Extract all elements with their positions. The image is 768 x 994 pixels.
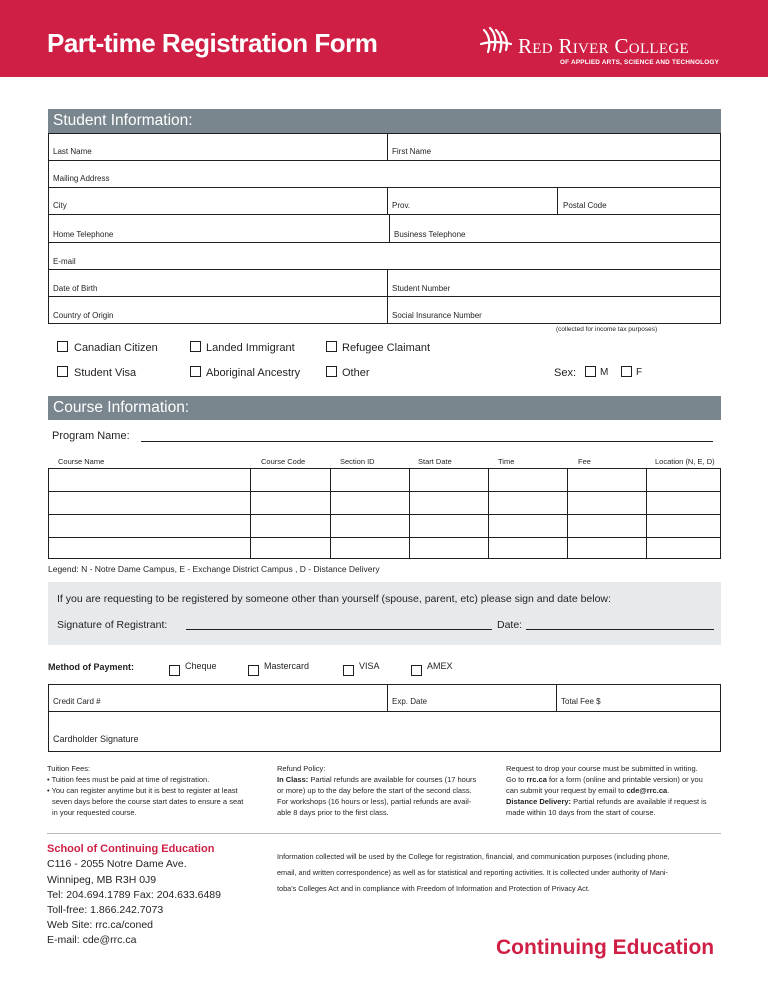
payment-method-label: Method of Payment: bbox=[48, 662, 135, 672]
prov-field[interactable]: Prov. bbox=[392, 201, 411, 210]
tuition-bullet-2: • You can register anytime but it is best to register at least bbox=[47, 786, 238, 795]
sex-f-checkbox[interactable] bbox=[621, 366, 632, 377]
drop-line-4: Partial refunds are available if request is bbox=[571, 797, 707, 806]
mailing-address-field[interactable]: Mailing Address bbox=[53, 174, 110, 183]
sex-m-checkbox[interactable] bbox=[585, 366, 596, 377]
credit-card-field[interactable]: Credit Card # bbox=[53, 697, 101, 706]
total-fee-field[interactable]: Total Fee $ bbox=[561, 697, 601, 706]
registrant-date-input[interactable] bbox=[526, 629, 714, 630]
footer-divider bbox=[47, 833, 721, 834]
distance-delivery-label: Distance Delivery: bbox=[506, 797, 572, 806]
sex-m-label: M bbox=[600, 367, 609, 378]
privacy-notice bbox=[277, 849, 670, 897]
tuition-bullet-1: • Tuition fees must be paid at time of registration. bbox=[47, 775, 210, 784]
canadian-citizen-label: Canadian Citizen bbox=[74, 342, 158, 354]
other-checkbox[interactable] bbox=[326, 366, 337, 377]
landed-immigrant-checkbox[interactable] bbox=[190, 341, 201, 352]
refund-policy-block bbox=[277, 763, 497, 818]
visa-label: VISA bbox=[359, 661, 380, 671]
tuition-bullet-2-end: in your requested course. bbox=[52, 808, 137, 817]
email-line: E-mail: cde@rrc.ca bbox=[47, 934, 137, 946]
phone-line: Tel: 204.694.1789 Fax: 204.633.6489 bbox=[47, 889, 221, 901]
canadian-citizen-checkbox[interactable] bbox=[57, 341, 68, 352]
col-fee: Fee bbox=[578, 457, 591, 466]
aboriginal-ancestry-checkbox[interactable] bbox=[190, 366, 201, 377]
amex-label: AMEX bbox=[427, 661, 453, 671]
email-field[interactable]: E-mail bbox=[53, 257, 76, 266]
refugee-claimant-label: Refugee Claimant bbox=[342, 342, 431, 354]
last-name-field[interactable]: Last Name bbox=[53, 147, 92, 156]
address-line-2: Winnipeg, MB R3H 0J9 bbox=[47, 874, 157, 886]
city-field[interactable]: City bbox=[53, 201, 67, 210]
registrant-signature-label: Signature of Registrant: bbox=[57, 619, 168, 631]
sex-f-label: F bbox=[636, 367, 643, 378]
col-course-name: Course Name bbox=[58, 457, 105, 466]
home-phone-field[interactable]: Home Telephone bbox=[53, 230, 114, 239]
refund-line-2: or more) up to the day before the start of the second class. bbox=[277, 786, 472, 795]
drop-line-3a: can submit your request by email to bbox=[506, 786, 627, 795]
landed-immigrant-label: Landed Immigrant bbox=[206, 342, 295, 354]
drop-line-3c: . bbox=[667, 786, 670, 795]
registrant-signature-input[interactable] bbox=[186, 629, 492, 630]
cheque-label: Cheque bbox=[185, 661, 217, 671]
college-name: Red River College bbox=[518, 34, 689, 58]
registrant-panel bbox=[48, 582, 721, 645]
form-title: Part-time Registration Form bbox=[47, 28, 378, 58]
amex-checkbox[interactable] bbox=[411, 665, 422, 676]
country-field[interactable]: Country of Origin bbox=[53, 311, 114, 320]
first-name-field[interactable]: First Name bbox=[392, 147, 432, 156]
student-info-heading: Student Information: bbox=[48, 109, 721, 133]
dob-field[interactable]: Date of Birth bbox=[53, 284, 98, 293]
privacy-line-3: toba's Colleges Act and in compliance with Freedom of Information and Protection of Privacy Act. bbox=[277, 884, 590, 893]
other-label: Other bbox=[342, 367, 370, 379]
col-location: Location (N, E, D) bbox=[655, 457, 715, 466]
campus-legend: Legend: N - Notre Dame Campus, E - Exchange District Campus , D - Distance Delivery bbox=[48, 564, 380, 574]
aboriginal-ancestry-label: Aboriginal Ancestry bbox=[206, 367, 301, 379]
refund-line-1: Partial refunds are available for courses (17 hours bbox=[308, 775, 477, 784]
postal-code-field[interactable]: Postal Code bbox=[563, 201, 607, 210]
mastercard-checkbox[interactable] bbox=[248, 665, 259, 676]
college-logo-icon bbox=[478, 24, 514, 58]
sin-note: (collected for income tax purposes) bbox=[556, 326, 658, 333]
visa-checkbox[interactable] bbox=[343, 665, 354, 676]
sin-field[interactable]: Social Insurance Number bbox=[392, 311, 482, 320]
payment-grid bbox=[48, 684, 721, 752]
course-table-rows[interactable] bbox=[50, 470, 719, 557]
business-phone-field[interactable]: Business Telephone bbox=[394, 230, 466, 239]
cde-email-link[interactable]: cde@rrc.ca bbox=[626, 786, 668, 795]
drop-line-2a: Go to bbox=[506, 775, 527, 784]
col-section-id: Section ID bbox=[340, 457, 375, 466]
col-time: Time bbox=[498, 457, 515, 466]
college-subtitle: OF APPLIED ARTS, SCIENCE AND TECHNOLOGY bbox=[560, 59, 720, 66]
program-name-label: Program Name: bbox=[52, 430, 130, 442]
refund-inclass-label: In Class: bbox=[277, 775, 309, 784]
website-line: Web Site: rrc.ca/coned bbox=[47, 919, 154, 931]
refund-title: Refund Policy: bbox=[277, 764, 326, 773]
registrant-note: If you are requesting to be registered by someone other than yourself (spouse, parent, etc) please sign and date below: bbox=[57, 593, 611, 605]
exp-date-field[interactable]: Exp. Date bbox=[392, 697, 428, 706]
school-name: School of Continuing Education bbox=[47, 843, 215, 855]
student-visa-label: Student Visa bbox=[74, 367, 137, 379]
privacy-line-1: Information collected will be used by the College for registration, financial, and communication purposes (including phone, bbox=[277, 852, 670, 861]
drop-line-1: Request to drop your course must be submitted in writing. bbox=[506, 764, 698, 773]
student-visa-checkbox[interactable] bbox=[57, 366, 68, 377]
refund-line-3: For workshops (16 hours or less), partial refunds are avail- bbox=[277, 797, 472, 806]
refugee-claimant-checkbox[interactable] bbox=[326, 341, 337, 352]
cheque-checkbox[interactable] bbox=[169, 665, 180, 676]
program-name-input[interactable] bbox=[141, 441, 713, 442]
registrant-date-label: Date: bbox=[497, 619, 523, 631]
rrc-link[interactable]: rrc.ca bbox=[526, 775, 547, 784]
continuing-education-wordmark: Continuing Education bbox=[496, 936, 715, 959]
drop-line-5: made within 10 days from the start of course. bbox=[506, 808, 656, 817]
col-course-code: Course Code bbox=[261, 457, 306, 466]
refund-line-4: able 8 days prior to the first class. bbox=[277, 808, 389, 817]
tuition-fees-title: Tuition Fees: bbox=[47, 764, 91, 773]
col-start-date: Start Date bbox=[418, 457, 452, 466]
course-info-heading: Course Information: bbox=[48, 396, 721, 420]
drop-line-2c: for a form (online and printable version) or you bbox=[546, 775, 703, 784]
cardholder-signature-field[interactable]: Cardholder Signature bbox=[53, 734, 139, 744]
privacy-line-2: email, and written correspondence) as well as for statistical and reporting activities. It is collected under authority of Mani- bbox=[277, 868, 668, 877]
mastercard-label: Mastercard bbox=[264, 661, 310, 671]
address-line-1: C116 - 2055 Notre Dame Ave. bbox=[47, 858, 187, 870]
drop-course-block bbox=[506, 763, 726, 818]
tuition-bullet-2-cont: seven days before the course start dates to ensure a seat bbox=[52, 797, 244, 806]
sex-label: Sex: bbox=[554, 367, 577, 379]
tuition-fees-block bbox=[47, 763, 272, 818]
student-number-field[interactable]: Student Number bbox=[392, 284, 451, 293]
tollfree-line: Toll-free: 1.866.242.7073 bbox=[47, 904, 164, 916]
